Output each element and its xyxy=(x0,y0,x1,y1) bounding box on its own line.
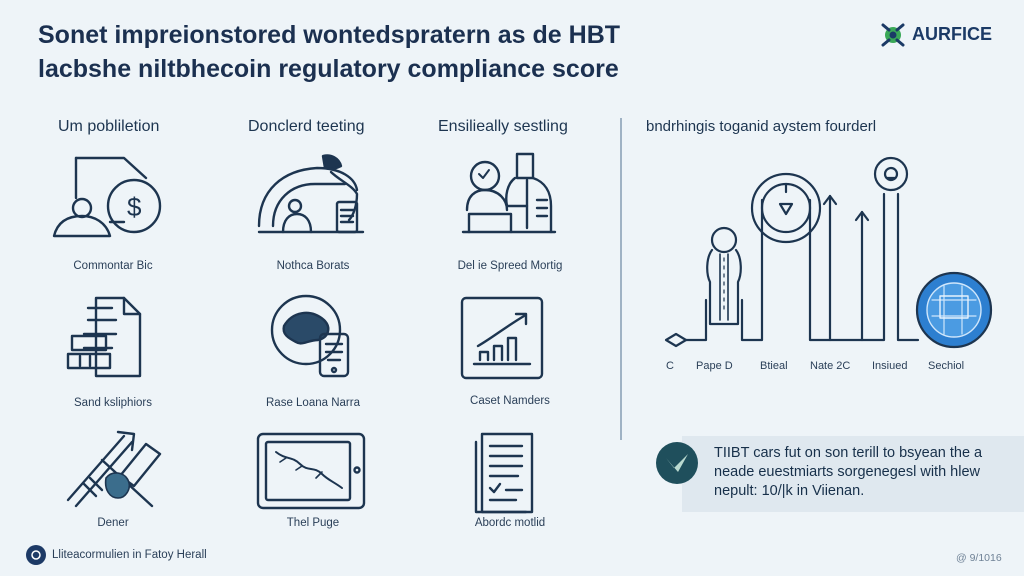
document-stack-icon xyxy=(62,292,162,387)
column-heading-2: Donclerd teeting xyxy=(248,118,365,135)
axis-label-2: Pape D xyxy=(696,360,733,372)
page-title xyxy=(38,18,838,86)
title-line-2: lacbshe niltbhecoin regulatory compliance score xyxy=(38,55,619,83)
column-heading-1: Um pobliletion xyxy=(58,118,160,135)
axis-label-4: Nate 2C xyxy=(810,360,851,372)
people-desk-icon xyxy=(253,150,373,245)
brand-logo xyxy=(878,16,992,52)
caption-r2c2: Rase Loana Narra xyxy=(266,397,360,409)
vertical-divider xyxy=(620,118,622,440)
footer-left-text: Lliteacormulien in Fatoy Herall xyxy=(52,549,207,561)
growth-chart-icon xyxy=(458,294,558,384)
caption-r3c3: Abordc motlid xyxy=(474,517,546,529)
info-badge xyxy=(656,442,698,484)
caption-r1c3: Del ie Spreed Mortig xyxy=(457,260,563,272)
globe-phone-icon xyxy=(262,290,372,385)
system-flow-diagram xyxy=(662,150,1002,360)
axis-label-5: Insiued xyxy=(872,360,908,372)
caption-r1c2: Nothca Borats xyxy=(276,260,350,272)
column-heading-3: Ensilieally sestling xyxy=(438,118,568,135)
footer-source xyxy=(26,545,207,565)
svg-text:$: $ xyxy=(127,192,142,222)
footer-badge-icon xyxy=(26,545,46,565)
checklist-document-icon xyxy=(472,428,552,518)
caption-r1c1: Commontar Bic xyxy=(73,260,153,272)
tools-icon xyxy=(62,426,172,516)
map-tablet-icon xyxy=(256,432,368,512)
axis-label-3: Btieal xyxy=(760,360,788,372)
person-money-icon xyxy=(50,150,170,245)
doctor-patient-icon xyxy=(455,148,565,243)
caption-r3c2: Thel Puge xyxy=(286,517,340,529)
bird-check-icon xyxy=(664,452,690,474)
caption-r2c1: Sand ksliphiors xyxy=(74,397,152,409)
logo-text: AURFICE xyxy=(912,23,992,44)
caption-r3c1: Dener xyxy=(97,517,129,529)
footer-right-text: @ 9/1016 xyxy=(956,552,1002,564)
logo-icon xyxy=(878,19,908,49)
title-line-1: Sonet impreionstored wontedspratern as de HBT xyxy=(38,21,621,49)
caption-r2c3: Caset Namders xyxy=(470,395,550,407)
axis-label-6: Sechiol xyxy=(928,360,965,372)
right-panel-heading: bndrhingis toganid aystem fourderl xyxy=(646,118,877,135)
info-text: TIIBT cars fut on son terill to bsyean the a neade euestmiarts sorgenegesl with hlew nepult: 10/|k in Viienan. xyxy=(714,445,983,499)
axis-label-1: C xyxy=(666,360,674,372)
